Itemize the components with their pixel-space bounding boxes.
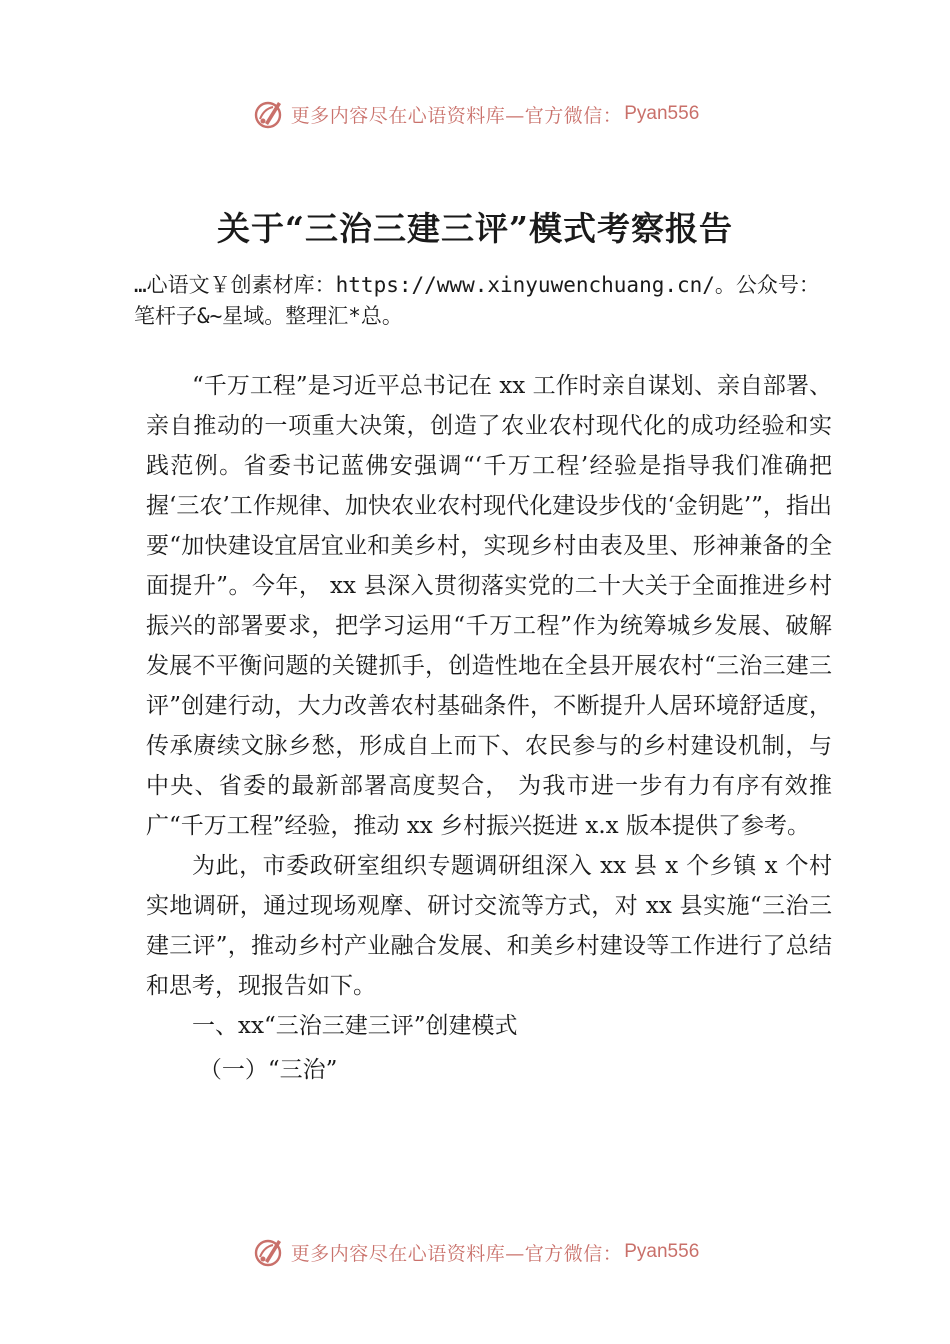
banner-text: 更多内容尽在心语资料库—官方微信： [290, 1242, 623, 1265]
header-banner [0, 94, 950, 134]
pen-swirl-icon [251, 1235, 285, 1269]
document-title: 关于“三治三建三评”模式考察报告 [217, 209, 733, 248]
source-notice: …心语文￥创素材库：https://www.xinyuwenchuang.cn/。公众号：笔杆子&~星域。整理汇*总。 [134, 273, 820, 328]
document-body [146, 366, 832, 1090]
banner-wechat-handle: Pyan556 [624, 1241, 700, 1262]
subsection-heading-1: （一）“三治” [198, 1057, 338, 1083]
section-heading-1: 一、xx“三治三建三评”创建模式 [192, 1013, 518, 1039]
body-paragraph-2: 为此，市委政研室组织专题调研组深入 xx 县 x 个乡镇 x 个村实地调研，通过现场观摩、研讨交流等方式，对 xx 县实施“三治三建三评”，推动乡村产业融合发展、和美乡村建设等工作进行了总结和思考，现报告如下。 [146, 853, 832, 999]
banner-wechat-handle: Pyan556 [624, 103, 700, 124]
body-paragraph-1: “千万工程”是习近平总书记在 xx 工作时亲自谋划、亲自部署、亲自推动的一项重大决策，创造了农业农村现代化的成功经验和实践范例。省委书记蓝佛安强调“‘千万工程’经验是指导我们准确把握‘三农’工作规律、加快农业农村现代化建设步伐的‘金钥匙’”，指出要“加快建设宜居宜业和美乡村，实现乡村由表及里、形神兼备的全面提升”。今年， xx 县深入贯彻落实党的二十大关于全面推进乡村振兴的部署要求，把学习运用“千万工程”作为统筹城乡发展、破解发展不平衡问题的关键抓手，创造性地在全县开展农村“三治三建三评”创建行动，大力改善农村基础条件，不断提升人居环境舒适度，传承赓续文脉乡愁，形成自上而下、农民参与的乡村建设机制，与中央、省委的最新部署高度契合， 为我市进一步有力有序有效推广“千万工程”经验，推动 xx 乡村振兴挺进 x.x 版本提供了参考。 [146, 373, 832, 839]
footer-banner [0, 1232, 950, 1272]
banner-text: 更多内容尽在心语资料库—官方微信： [290, 104, 623, 127]
pen-swirl-icon [251, 97, 285, 131]
